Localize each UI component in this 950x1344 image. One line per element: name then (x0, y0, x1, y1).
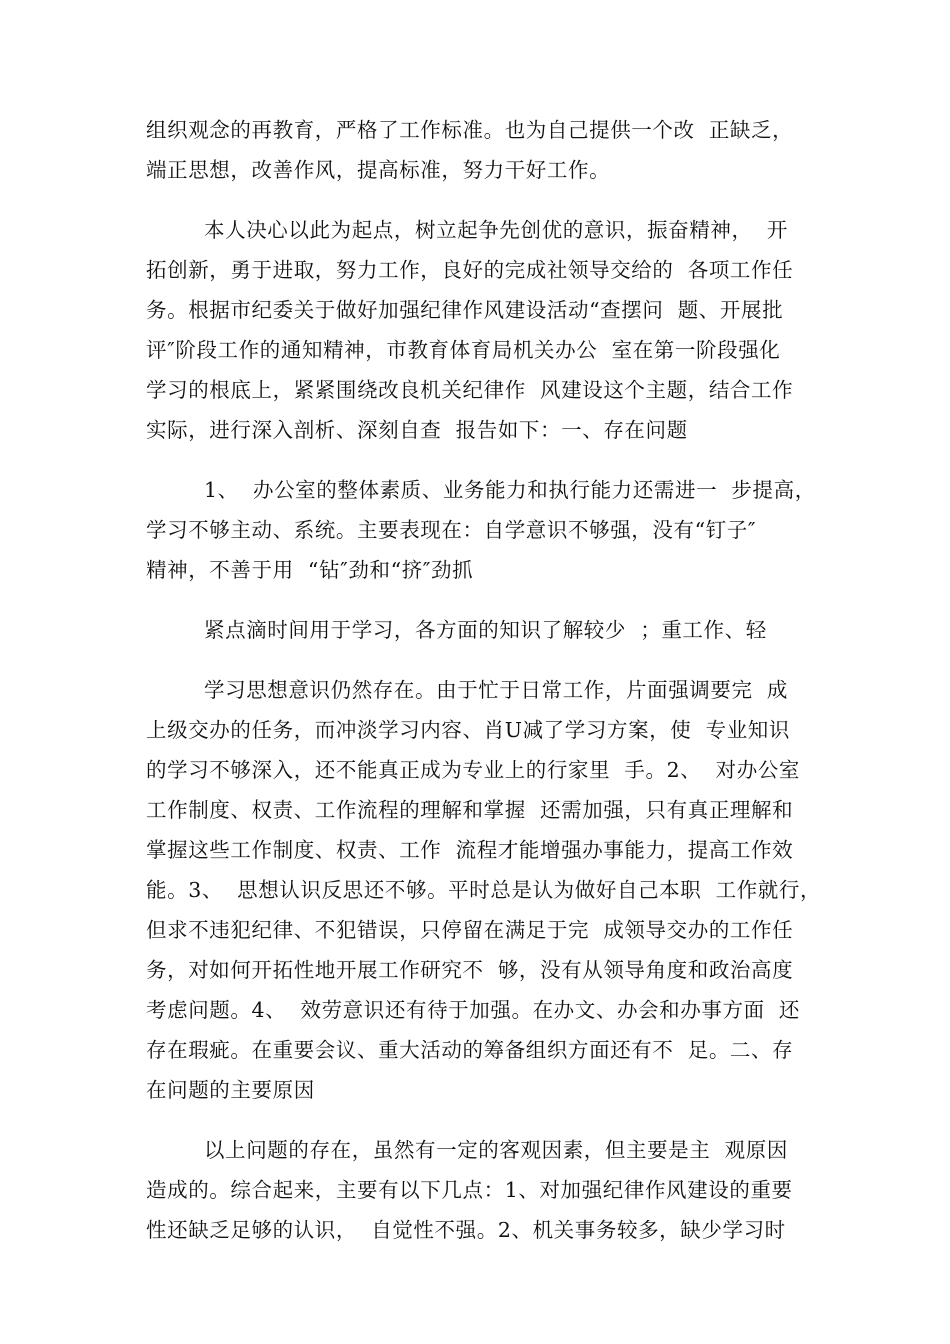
text-line: 组织观念的再教育，严格了工作标准。也为自己提供一个改 正缺乏， (146, 118, 794, 142)
text-line: 端正思想，改善作风，提高标准，努力干好工作。 (146, 158, 611, 182)
text-line: 掌握这些工作制度、权责、工作 流程才能增强办事能力，提高工作效 (146, 838, 794, 862)
text-line: 精神，不善于用 “钻″劲和“挤″劲抓 (146, 558, 474, 582)
text-line: 的学习不够深入，还不能真正成为专业上的行家里 手。2、 对办公室 (146, 758, 801, 782)
text-line: 考虑问题。4、 效劳意识还有待于加强。在办文、办会和办事方面 还 (146, 998, 801, 1022)
text-line: 实际，进行深入剖析、深刻自查 报告如下：一、存在问题 (146, 418, 688, 442)
text-line: 评″阶段工作的通知精神，市教育体育局机关办公 室在第一阶段强化 (146, 338, 781, 362)
text-line: 学习不够主动、系统。主要表现在：自学意识不够强，没有“钉子″ (146, 518, 757, 542)
text-line: 性还缺乏足够的认识， 自觉性不强。2、机关事务较多，缺少学习时 (146, 1218, 786, 1242)
text-line: 但求不违犯纪律、不犯错误，只停留在满足于完 成领导交办的工作任 (146, 918, 794, 942)
paragraph-start-line: 1、 办公室的整体素质、业务能力和执行能力还需进一 步提高， (204, 478, 816, 502)
text-line: 工作制度、权责、工作流程的理解和掌握 还需加强，只有真正理解和 (146, 798, 794, 822)
text-line: 存在瑕疵。在重要会议、重大活动的筹备组织方面还有不 足。二、存 (146, 1038, 794, 1062)
paragraph-start-line: 本人决心以此为起点，树立起争先创优的意识，振奋精神， 开 (204, 218, 788, 242)
text-line: 上级交办的任务，而冲淡学习内容、肖U减了学习方案，使 专业知识 (146, 718, 791, 742)
text-line: 务，对如何开拓性地开展工作研究不 够，没有从领导角度和政治高度 (146, 958, 794, 982)
paragraph-start-line: 紧点滴时间用于学习，各方面的知识了解较少 ；重工作、轻 (204, 618, 767, 642)
text-line: 拓创新，勇于进取，努力工作，良好的完成社领导交给的 各项工作任 (146, 258, 794, 282)
text-line: 学习的根底上，紧紧围绕改良机关纪律作 风建设这个主题，结合工作 (146, 378, 794, 402)
text-line: 造成的。综合起来，主要有以下几点：1、对加强纪律作风建设的重要 (146, 1178, 793, 1202)
text-line: 务。根据市纪委关于做好加强纪律作风建设活动“查摆问 题、开展批 (146, 298, 784, 322)
text-line: 在问题的主要原因 (146, 1078, 315, 1102)
paragraph-start-line: 以上问题的存在，虽然有一定的客观因素，但主要是主 观原因 (204, 1138, 788, 1162)
text-line: 能。3、 思想认识反思还不够。平时总是认为做好自己本职 工作就行， (146, 878, 822, 902)
paragraph-start-line: 学习思想意识仍然存在。由于忙于日常工作，片面强调要完 成 (204, 678, 788, 702)
